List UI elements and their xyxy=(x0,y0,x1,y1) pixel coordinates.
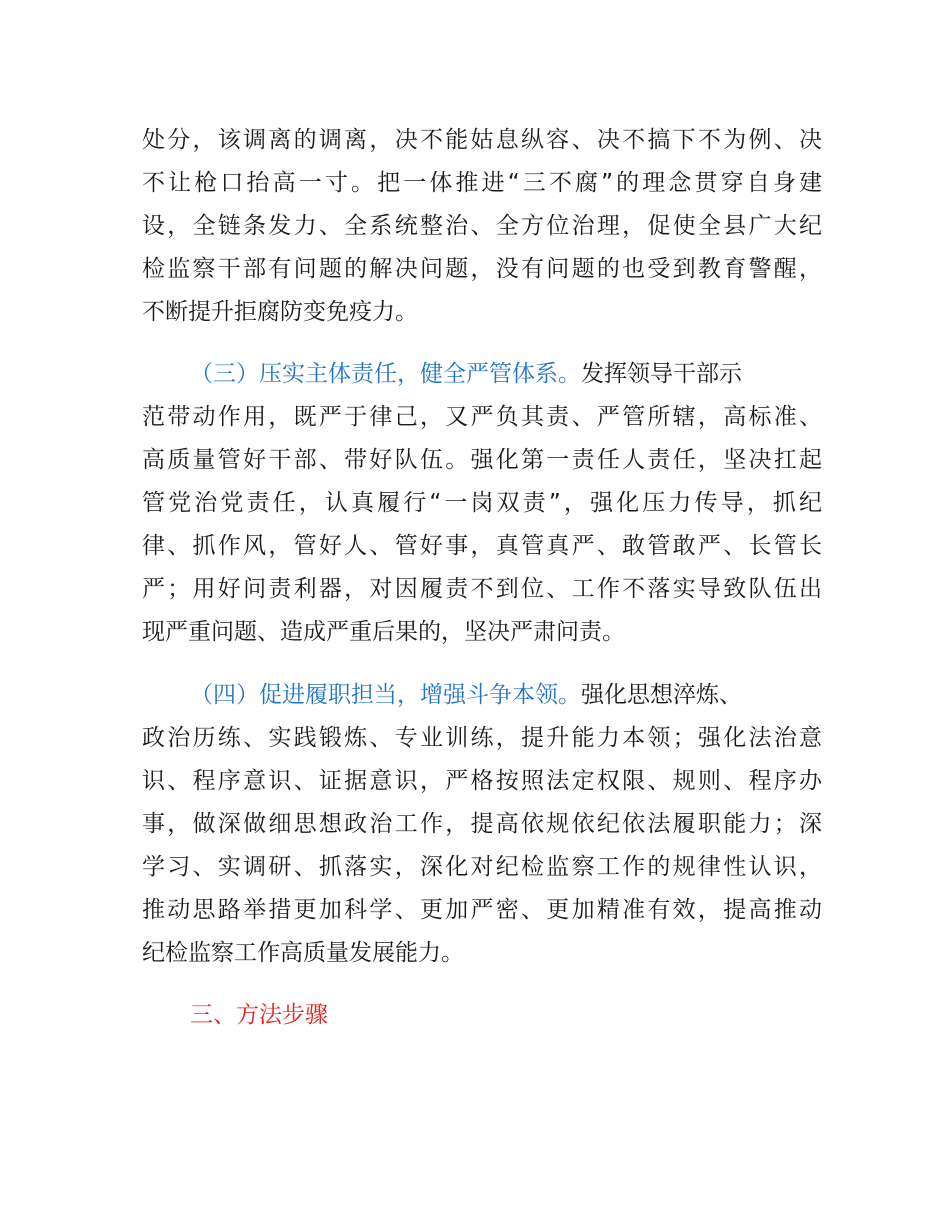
paragraph-line: 处分，该调离的调离，决不能姑息纵容、决不搞下不为例、决 xyxy=(142,127,822,153)
section-heading: 三、方法步骤 xyxy=(190,1002,328,1028)
paragraph-first-line xyxy=(142,353,822,396)
paragraph-section-3 xyxy=(142,353,822,654)
paragraph-line: 推动思路举措更加科学、更加严密、更加精准有效，提高推动 xyxy=(142,897,822,923)
paragraph-line: 律、抓作风，管好人、管好事，真管真严、敢管敢严、长管长 xyxy=(142,533,822,559)
paragraph-text: 强化思想淬炼、 xyxy=(581,682,742,708)
section-heading-block xyxy=(142,994,822,1037)
paragraph-first-line xyxy=(142,674,822,717)
subheading-4: （四）促进履职担当，增强斗争本领。 xyxy=(190,682,581,708)
paragraph-line: 学习、实调研、抓落实，深化对纪检监察工作的规律性认识， xyxy=(142,854,822,880)
paragraph-line: 设，全链条发力、全系统整治、全方位治理，促使全县广大纪 xyxy=(142,213,822,239)
paragraph-line: 不断提升拒腐防变免疫力。 xyxy=(142,299,418,325)
paragraph-line: 管党治党责任，认真履行“一岗双责”，强化压力传导，抓纪 xyxy=(142,490,822,516)
paragraph-line: 检监察干部有问题的解决问题，没有问题的也受到教育警醒， xyxy=(142,256,822,282)
subheading-3: （三）压实主体责任，健全严管体系。 xyxy=(190,361,581,387)
paragraph-line: 高质量管好干部、带好队伍。强化第一责任人责任，坚决扛起 xyxy=(142,447,822,473)
paragraph-continuation xyxy=(142,119,822,334)
paragraph-line: 纪检监察工作高质量发展能力。 xyxy=(142,940,464,966)
paragraph-text: 发挥领导干部示 xyxy=(581,361,742,387)
paragraph-line: 现严重问题、造成严重后果的，坚决严肃问责。 xyxy=(142,619,625,645)
paragraph-line: 不让枪口抬高一寸。把一体推进“三不腐”的理念贯穿自身建 xyxy=(142,170,822,196)
paragraph-line: 事，做深做细思想政治工作，提高依规依纪依法履职能力；深 xyxy=(142,811,822,837)
paragraph-section-4 xyxy=(142,674,822,975)
paragraph-line: 识、程序意识、证据意识，严格按照法定权限、规则、程序办 xyxy=(142,768,822,794)
paragraph-line: 范带动作用，既严于律己，又严负其责、严管所辖，高标准、 xyxy=(142,404,822,430)
paragraph-line: 严；用好问责利器，对因履责不到位、工作不落实导致队伍出 xyxy=(142,576,822,602)
paragraph-line: 政治历练、实践锻炼、专业训练，提升能力本领；强化法治意 xyxy=(142,725,822,751)
